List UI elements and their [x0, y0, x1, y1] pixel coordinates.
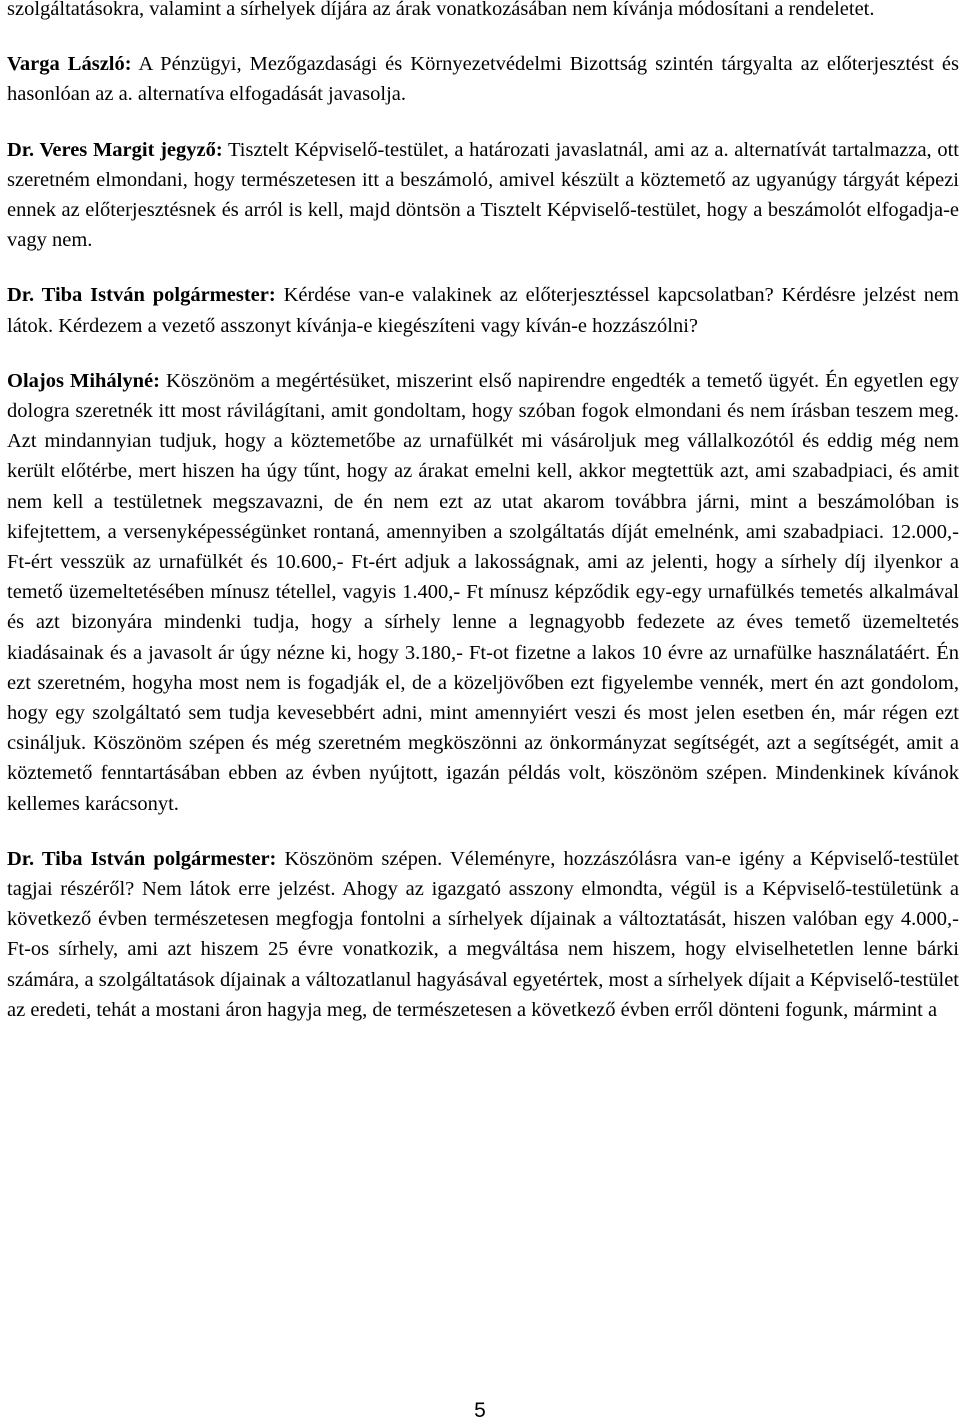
- speaker-name: Varga László:: [7, 53, 132, 76]
- paragraph-tiba-istvan-2: [7, 844, 959, 1025]
- speaker-name: Dr. Tiba István polgármester:: [7, 284, 276, 307]
- paragraph-veres-margit: [7, 135, 959, 256]
- paragraph-text: Kérdése van-e valakinek az előterjesztéssel kapcsolatban? Kérdésre jelzést nem látok. Kérdezem a vezető asszonyt kívánja-e kiegészíteni vagy kíván-e hozzászólni?: [7, 284, 959, 337]
- paragraph-olajos-mihalyne: [7, 366, 959, 819]
- paragraph-continuation: [7, 0, 959, 24]
- paragraph-text: Köszönöm a megértésüket, miszerint első napirendre engedték a temető ügyét. Én egyetlen egy dologra szeretnék itt most rávilágítani, amit gondoltam, hogy szóban fogok elmondani és nem írásban teszem meg. Azt mindannyian tudjuk, hogy a köztemetőbe az urnafülkét mi vásároljuk meg vállalkozótól és eddig még nem került előtérbe, mert hiszen ha úgy tűnt, hogy az árakat emelni kell, akkor megtettük azt, ami szabadpiaci, és amit nem kell a testületnek megszavazni, de én nem ezt az utat akarom továbbra járni, mint a beszámolóban is kifejtettem, a versenyképességünket rontaná, amennyiben a szolgáltatás díját emelnénk, ami szabadpiaci. 12.000,- Ft-ért vesszük az urnafülkét és 10.600,- Ft-ért adjuk a lakosságnak, ami az jelenti, hogy a sírhely díj ilyenkor a temető üzemeltetésében mínusz tétellel, vagyis 1.400,- Ft mínusz képződik egy-egy urnafülkés temetés alkalmával és azt bizonyára mindenki tudja, hogy a sírhely lenne a legnagyobb fedezete az éves temető üzemeltetés kiadásainak és a javasolt ár úgy nézne ki, hogy 3.180,- Ft-ot fizetne a lakos 10 évre az urnafülke használatáért. Én ezt szeretném, hogyha most nem is fogadják el, de a közeljövőben ezt figyelembe vennék, mert én azt gondolom, hogy egy szolgáltató sem tudja kevesebbért adni, mint amennyiért veszi és most jelen esetben én, már régen ezt csináljuk. Köszönöm szépen és még szeretném megköszönni az önkormányzat segítségét, azt a segítségét, amit a köztemető fenntartásában ebben az évben nyújtott, igazán példás volt, köszönöm szépen. Mindenkinek kívánok kellemes karácsonyt.: [7, 369, 959, 815]
- paragraph-text: Tisztelt Képviselő-testület, a határozati javaslatnál, ami az a. alternatívát tartalmazza, ott szeretném elmondani, hogy természetesen itt a beszámoló, amivel készült a köztemető az ugyanúgy tárgyát képezi ennek az előterjesztésnek és arról is kell, majd döntsön a Tisztelt Képviselő-testület, hogy a beszámolót elfogadja-e vagy nem.: [7, 138, 959, 252]
- paragraph-text: Köszönöm szépen. Véleményre, hozzászólásra van-e igény a Képviselő-testület tagjai részéről? Nem látok erre jelzést. Ahogy az igazgató asszony elmondta, végül is a Képviselő-testületünk a következő évben természetesen megfogja fontolni a sírhelyek díjainak a változtatását, hiszen valóban egy 4.000,- Ft-os sírhely, ami azt hiszem 25 évre vonatkozik, a megváltása nem hiszem, hogy elviselhetetlen lenne bárki számára, a szolgáltatások díjainak a változatlanul hagyásával egyetértek, most a sírhelyek díjait a Képviselő-testület az eredeti, tehát a mostani áron hagyja meg, de természetesen a következő évben erről dönteni fogunk, mármint a: [7, 847, 959, 1021]
- paragraph-text: A Pénzügyi, Mezőgazdasági és Környezetvédelmi Bizottság szintén tárgyalta az előterjesztést és hasonlóan az a. alternatíva elfogadását javasolja.: [7, 53, 959, 106]
- document-page: [7, 0, 959, 1050]
- paragraph-tiba-istvan-1: [7, 280, 959, 340]
- speaker-name: Dr. Tiba István polgármester:: [7, 847, 277, 870]
- speaker-name: Dr. Veres Margit jegyző:: [7, 138, 223, 161]
- speaker-name: Olajos Mihályné:: [7, 369, 160, 392]
- paragraph-varga-laszlo: [7, 49, 959, 109]
- page-number: 5: [474, 1399, 486, 1422]
- paragraph-text: szolgáltatásokra, valamint a sírhelyek díjára az árak vonatkozásában nem kívánja módosítani a rendeletet.: [7, 0, 875, 20]
